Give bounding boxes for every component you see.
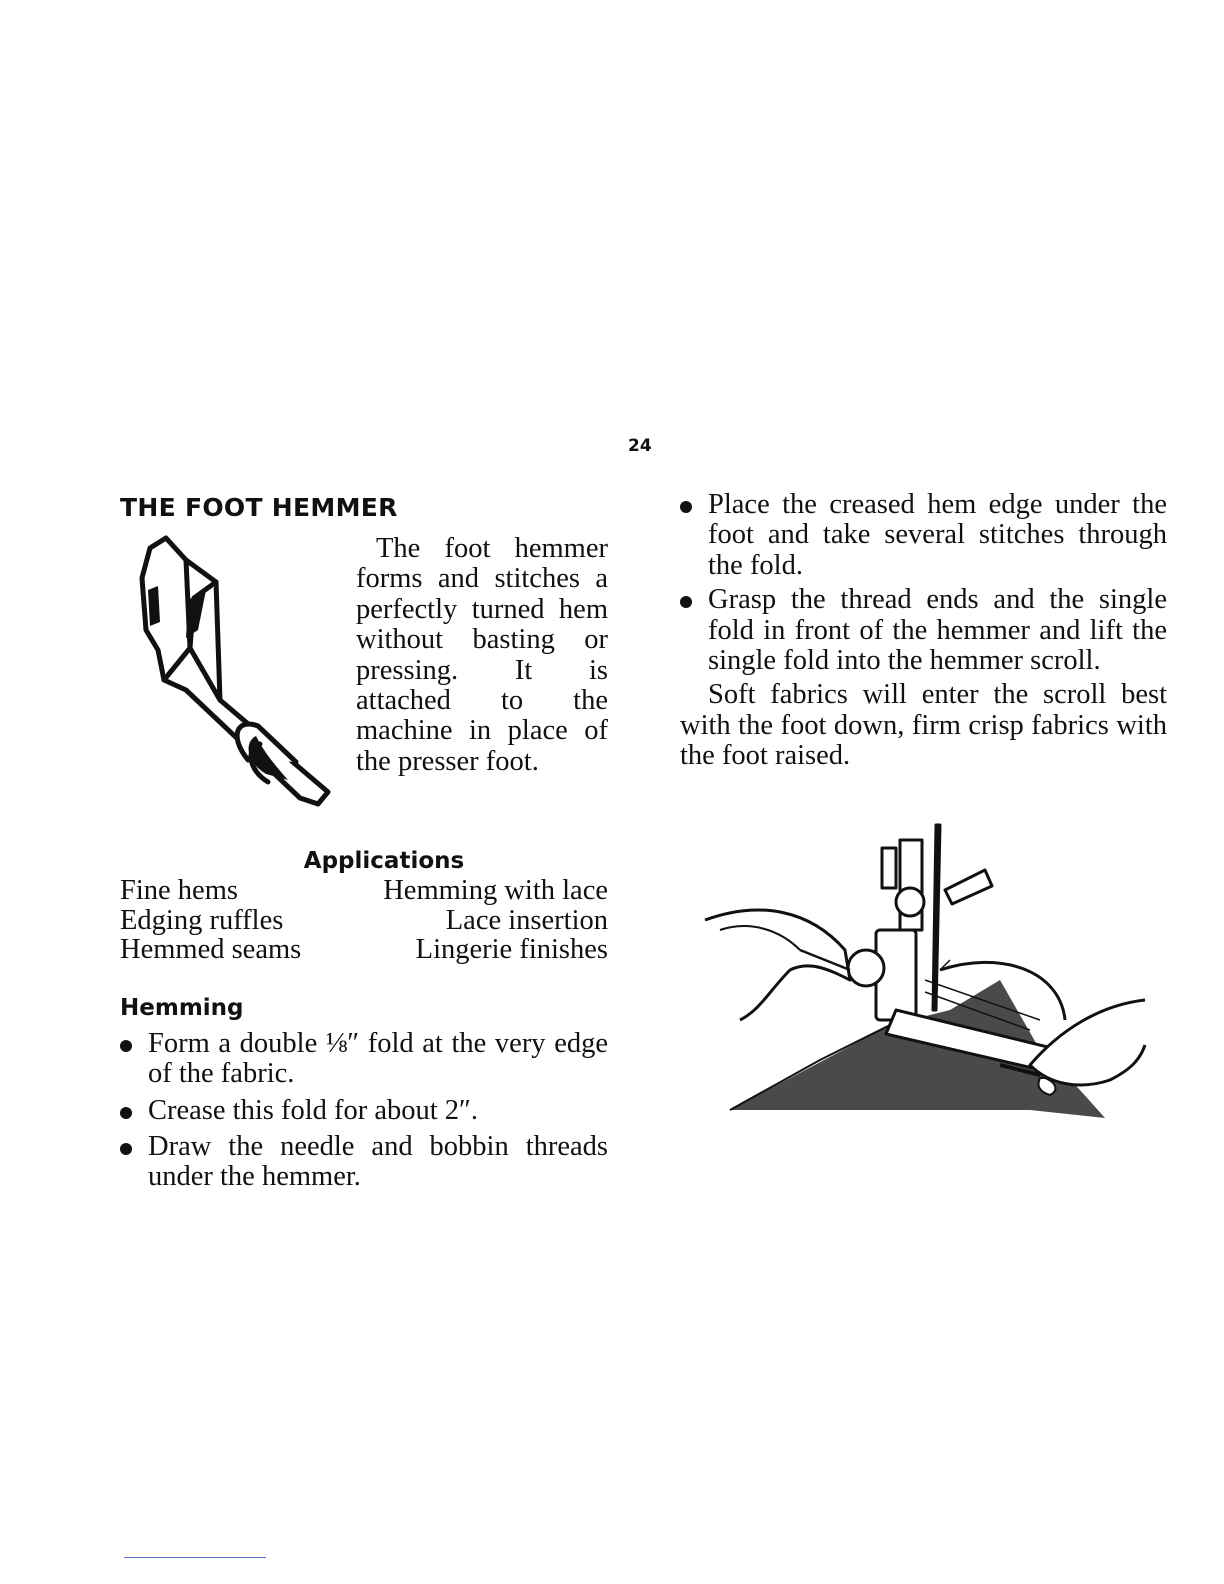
foot-hemmer-illustration [128,530,348,812]
right-column [680,490,1167,772]
bullet-icon [120,1040,132,1052]
bullet-icon [120,1107,132,1119]
list-item [120,1029,608,1090]
continued-steps [680,490,1167,676]
bullet-icon [680,501,692,513]
applications-heading: Applications [303,848,465,874]
table-row [120,876,608,906]
list-item [680,490,1167,581]
applications-table [120,876,608,965]
intro-paragraph: The foot hemmer forms and stitches a perfectly turned hem without basting or pressing. It is attached to the machine in place of the presser foot. [356,533,608,777]
table-cell: Hemmed seams [120,934,302,966]
table-cell: Fine hems [120,875,238,906]
list-item-text: Crease this fold for about 2″. [148,1094,479,1126]
page-number: 24 [628,436,652,456]
section-heading: THE FOOT HEMMER [120,493,398,522]
bullet-icon [120,1143,132,1155]
list-item [120,1096,608,1126]
bottom-rule [124,1557,266,1558]
intro-block [120,528,608,828]
list-item [680,585,1167,676]
list-item-text: Draw the needle and bobbin threads under the hemmer. [148,1131,608,1193]
list-item-text: Form a double ⅛″ fold at the very edge of the fabric. [148,1027,608,1090]
table-row [120,906,608,936]
table-row [120,935,608,965]
sewing-hemmer-illustration [700,820,1150,1130]
hemming-heading: Hemming [120,994,244,1021]
soft-fabrics-note: Soft fabrics will enter the scroll best with the foot down, firm crisp fabrics with the foot raised. [680,679,1167,772]
bullet-icon [680,596,692,608]
list-item [120,1132,608,1193]
table-cell: Edging ruffles [120,904,284,936]
table-cell: Lingerie finishes [415,934,608,966]
table-cell: Hemming with lace [383,875,608,906]
list-item-text: Place the creased hem edge under the foot and take several stitches through the fold. [708,489,1167,581]
list-item-text: Grasp the thread ends and the single fold in front of the hemmer and lift the single fold into the hemmer scroll. [708,584,1167,677]
hemming-steps [120,1029,608,1193]
table-cell: Lace insertion [445,904,608,936]
left-column [120,490,608,1199]
